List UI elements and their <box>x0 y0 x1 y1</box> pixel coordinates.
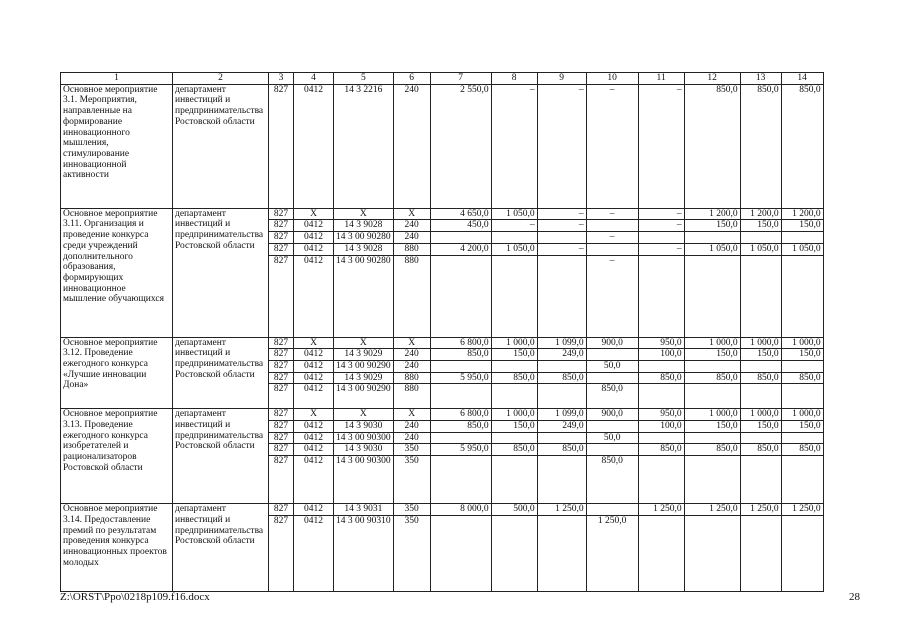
table-cell: 827 <box>269 456 294 504</box>
table-cell: 350 <box>393 515 430 591</box>
table-cell <box>430 360 491 372</box>
table-cell: 1 050,0 <box>781 243 823 255</box>
table-cell: 850,0 <box>740 444 781 456</box>
table-cell: 6 800,0 <box>430 409 491 421</box>
table-cell: 850,0 <box>430 349 491 361</box>
table-cell: 0412 <box>294 255 334 337</box>
table-cell: 850,0 <box>586 384 638 409</box>
table-cell: 850,0 <box>537 444 586 456</box>
table-cell <box>537 456 586 504</box>
table-cell: 1 000,0 <box>491 409 537 421</box>
table-cell: 14 3 9029 <box>334 372 394 384</box>
table-cell: 150,0 <box>740 421 781 433</box>
table-cell: 14 3 00 90290 <box>334 360 394 372</box>
table-cell: – <box>586 208 638 220</box>
table-cell <box>491 384 537 409</box>
table-cell: 150,0 <box>491 349 537 361</box>
table-cell: 850,0 <box>684 372 740 384</box>
table-cell: 1 050,0 <box>740 243 781 255</box>
table-cell: 0412 <box>294 220 334 232</box>
table-cell <box>430 515 491 591</box>
table-cell <box>491 515 537 591</box>
executor: департамент инвестиций и предпринимательства Ростовской области <box>173 208 269 337</box>
column-header: 3 <box>269 73 294 85</box>
table-cell <box>638 515 684 591</box>
table-cell: 1 050,0 <box>491 208 537 220</box>
table-cell: 827 <box>269 360 294 372</box>
table-cell: 850,0 <box>491 372 537 384</box>
table-cell: 4 200,0 <box>430 243 491 255</box>
table-cell: 150,0 <box>781 220 823 232</box>
table-cell: 950,0 <box>638 409 684 421</box>
table-cell: – <box>491 84 537 208</box>
table-cell <box>537 515 586 591</box>
table-cell: 240 <box>393 220 430 232</box>
table-cell: – <box>638 84 684 208</box>
column-header: 13 <box>740 73 781 85</box>
table-cell <box>491 255 537 337</box>
table-cell <box>586 220 638 232</box>
table-cell <box>586 243 638 255</box>
file-path: Z:\ORST\Ppo\0218p109.f16.docx <box>60 591 210 603</box>
table-cell: 827 <box>269 232 294 244</box>
table-cell: 850,0 <box>781 372 823 384</box>
column-header: 11 <box>638 73 684 85</box>
table-cell <box>537 432 586 444</box>
table-cell: – <box>537 220 586 232</box>
table-cell: 850,0 <box>491 444 537 456</box>
table-cell <box>684 360 740 372</box>
table-cell: 850,0 <box>537 372 586 384</box>
table-cell: 249,0 <box>537 349 586 361</box>
table-cell: 850,0 <box>586 456 638 504</box>
table-row <box>61 504 824 516</box>
table-cell: 0412 <box>294 421 334 433</box>
table-cell: – <box>638 220 684 232</box>
table-cell: 0412 <box>294 515 334 591</box>
table-cell: 1 250,0 <box>684 504 740 516</box>
table-cell: 14 3 9028 <box>334 220 394 232</box>
table-cell: Х <box>334 409 394 421</box>
table-cell: 880 <box>393 384 430 409</box>
column-header: 7 <box>430 73 491 85</box>
column-header: 12 <box>684 73 740 85</box>
table-cell: 827 <box>269 337 294 349</box>
table-cell: 827 <box>269 255 294 337</box>
table-cell: 0412 <box>294 444 334 456</box>
table-cell <box>781 432 823 444</box>
table-cell: 1 000,0 <box>684 337 740 349</box>
table-cell: 14 3 9030 <box>334 444 394 456</box>
table-cell: 0412 <box>294 372 334 384</box>
table-cell: 5 950,0 <box>430 444 491 456</box>
table-cell: 880 <box>393 255 430 337</box>
table-cell: 14 3 9028 <box>334 243 394 255</box>
table-cell: 880 <box>393 243 430 255</box>
table-cell: 1 000,0 <box>781 337 823 349</box>
table-cell: – <box>537 243 586 255</box>
table-cell: 850,0 <box>781 84 823 208</box>
table-cell: 827 <box>269 243 294 255</box>
table-cell: 1 250,0 <box>781 504 823 516</box>
table-cell: – <box>638 208 684 220</box>
table-row <box>61 337 824 349</box>
table-cell <box>781 360 823 372</box>
table-cell <box>781 232 823 244</box>
column-header: 2 <box>173 73 269 85</box>
table-cell: 150,0 <box>684 349 740 361</box>
page-number: 28 <box>849 591 860 603</box>
table-cell: 6 800,0 <box>430 337 491 349</box>
table-cell: 14 3 9029 <box>334 349 394 361</box>
table-cell <box>781 515 823 591</box>
table-cell <box>740 432 781 444</box>
table-cell: – <box>638 243 684 255</box>
table-cell: 850,0 <box>740 84 781 208</box>
column-header: 14 <box>781 73 823 85</box>
table-cell: 100,0 <box>638 421 684 433</box>
table-cell: 827 <box>269 384 294 409</box>
table-cell <box>537 255 586 337</box>
table-cell: 0412 <box>294 360 334 372</box>
table-cell: – <box>586 232 638 244</box>
table-cell <box>491 456 537 504</box>
table-cell <box>586 504 638 516</box>
table-cell: 850,0 <box>638 372 684 384</box>
table-cell: 14 3 00 90310 <box>334 515 394 591</box>
table-cell: 150,0 <box>684 220 740 232</box>
table-cell: Х <box>294 337 334 349</box>
table-cell: – <box>586 255 638 337</box>
table-header-row <box>61 73 824 85</box>
table-cell: 880 <box>393 372 430 384</box>
activity-title: Основное мероприятие 3.14. Предоставление премий по результатам проведения конкурса инновационных проектов молодых <box>61 504 173 592</box>
table-cell: – <box>537 208 586 220</box>
table-cell: 240 <box>393 232 430 244</box>
table-cell: 14 3 2216 <box>334 84 394 208</box>
column-header: 10 <box>586 73 638 85</box>
table-cell: 14 3 9030 <box>334 421 394 433</box>
table-cell: 100,0 <box>638 349 684 361</box>
table-cell: 150,0 <box>684 421 740 433</box>
table-cell <box>638 432 684 444</box>
table-cell: 50,0 <box>586 360 638 372</box>
table-cell: 850,0 <box>684 444 740 456</box>
table-cell: 827 <box>269 421 294 433</box>
table-cell: 850,0 <box>740 372 781 384</box>
table-cell <box>740 456 781 504</box>
table-cell: Х <box>294 208 334 220</box>
table-cell: 150,0 <box>491 421 537 433</box>
table-cell: 850,0 <box>781 444 823 456</box>
executor: департамент инвестиций и предпринимательства Ростовской области <box>173 337 269 409</box>
table-cell: 1 200,0 <box>781 208 823 220</box>
table-cell: 249,0 <box>537 421 586 433</box>
table-cell <box>781 384 823 409</box>
table-cell <box>740 360 781 372</box>
table-cell: 350 <box>393 504 430 516</box>
table-row <box>61 208 824 220</box>
column-header: 8 <box>491 73 537 85</box>
table-cell <box>537 384 586 409</box>
table-cell <box>491 432 537 444</box>
column-header: 5 <box>334 73 394 85</box>
table-cell: 240 <box>393 349 430 361</box>
table-cell: 1 200,0 <box>684 208 740 220</box>
table-cell: 1 099,0 <box>537 409 586 421</box>
table-cell: 350 <box>393 456 430 504</box>
column-header: 4 <box>294 73 334 85</box>
table-cell: 240 <box>393 421 430 433</box>
table-cell: 14 3 00 90300 <box>334 456 394 504</box>
table-cell: 0412 <box>294 456 334 504</box>
table-cell: 1 250,0 <box>537 504 586 516</box>
table-cell: 150,0 <box>781 349 823 361</box>
table-cell <box>638 360 684 372</box>
table-cell <box>740 384 781 409</box>
table-cell: 1 000,0 <box>740 337 781 349</box>
table-cell: 950,0 <box>638 337 684 349</box>
table-cell: 1 050,0 <box>491 243 537 255</box>
table-cell: 2 550,0 <box>430 84 491 208</box>
table-cell <box>430 255 491 337</box>
table-cell <box>638 384 684 409</box>
table-cell: – <box>537 84 586 208</box>
table-cell <box>537 360 586 372</box>
table-cell: Х <box>393 409 430 421</box>
table-cell: 1 250,0 <box>638 504 684 516</box>
table-cell: 14 3 00 90300 <box>334 432 394 444</box>
table-cell <box>491 232 537 244</box>
table-cell: 827 <box>269 372 294 384</box>
table-cell: 1 250,0 <box>740 504 781 516</box>
table-cell: 900,0 <box>586 409 638 421</box>
table-cell: 0412 <box>294 232 334 244</box>
table-cell <box>430 432 491 444</box>
table-cell: 150,0 <box>740 349 781 361</box>
table-cell: 150,0 <box>740 220 781 232</box>
activity-title: Основное мероприятие 3.13. Проведение ежегодного конкурса изобретателей и рационализаторов Ростовской области <box>61 409 173 504</box>
table-cell: 1 000,0 <box>781 409 823 421</box>
table-cell <box>740 232 781 244</box>
table-cell: 850,0 <box>684 84 740 208</box>
table-cell <box>430 384 491 409</box>
column-header: 6 <box>393 73 430 85</box>
table-cell: 4 650,0 <box>430 208 491 220</box>
activity-title: Основное мероприятие 3.11. Организация и проведение конкурса среди учреждений дополнительного образования, формирующих инновационное мышление обучающихся <box>61 208 173 337</box>
table-cell <box>586 421 638 433</box>
table-cell: 1 000,0 <box>684 409 740 421</box>
table-cell <box>430 232 491 244</box>
executor: департамент инвестиций и предпринимательства Ростовской области <box>173 504 269 592</box>
table-cell <box>684 515 740 591</box>
table-cell: 0412 <box>294 432 334 444</box>
table-cell <box>638 255 684 337</box>
table-cell: 827 <box>269 444 294 456</box>
table-cell: 1 200,0 <box>740 208 781 220</box>
table-cell: Х <box>393 208 430 220</box>
table-cell: – <box>586 84 638 208</box>
budget-table <box>60 72 824 592</box>
table-cell: 350 <box>393 444 430 456</box>
table-cell: 450,0 <box>430 220 491 232</box>
table-cell: Х <box>334 208 394 220</box>
table-cell: 850,0 <box>430 421 491 433</box>
executor: департамент инвестиций и предпринимательства Ростовской области <box>173 84 269 208</box>
table-cell <box>684 432 740 444</box>
table-cell: 0412 <box>294 84 334 208</box>
table-cell: 500,0 <box>491 504 537 516</box>
table-row <box>61 409 824 421</box>
table-cell: 1 250,0 <box>586 515 638 591</box>
table-cell <box>684 456 740 504</box>
table-cell <box>781 456 823 504</box>
table-cell: 0412 <box>294 243 334 255</box>
table-cell: 827 <box>269 220 294 232</box>
table-cell: 827 <box>269 409 294 421</box>
table-cell <box>638 456 684 504</box>
table-cell: 900,0 <box>586 337 638 349</box>
table-cell: 0412 <box>294 384 334 409</box>
column-header: 1 <box>61 73 173 85</box>
table-cell <box>586 349 638 361</box>
table-cell: 827 <box>269 349 294 361</box>
table-cell <box>684 232 740 244</box>
table-cell: 0412 <box>294 504 334 516</box>
table-row <box>61 84 824 208</box>
table-cell: 240 <box>393 360 430 372</box>
table-cell: 827 <box>269 515 294 591</box>
table-cell: 14 3 9031 <box>334 504 394 516</box>
table-cell: 0412 <box>294 349 334 361</box>
table-cell <box>684 384 740 409</box>
column-header: 9 <box>537 73 586 85</box>
table-cell: 14 3 00 90290 <box>334 384 394 409</box>
table-cell: 827 <box>269 504 294 516</box>
table-cell: 1 000,0 <box>740 409 781 421</box>
table-cell: 240 <box>393 432 430 444</box>
table-cell: 5 950,0 <box>430 372 491 384</box>
table-cell: Х <box>393 337 430 349</box>
activity-title: Основное мероприятие 3.12. Проведение ежегодного конкурса «Лучшие инновации Дона» <box>61 337 173 409</box>
table-cell: 850,0 <box>638 444 684 456</box>
table-cell: 827 <box>269 208 294 220</box>
table-cell: 50,0 <box>586 432 638 444</box>
table-cell <box>586 372 638 384</box>
table-cell <box>586 444 638 456</box>
table-cell: 1 000,0 <box>491 337 537 349</box>
table-cell <box>430 456 491 504</box>
table-cell <box>491 360 537 372</box>
table-cell <box>684 255 740 337</box>
activity-title: Основное мероприятие 3.1. Мероприятия, направленные на формирование инновационного мышления, стимулирование инновационной активности <box>61 84 173 208</box>
table-cell: 1 099,0 <box>537 337 586 349</box>
table-cell: 150,0 <box>781 421 823 433</box>
table-cell <box>740 515 781 591</box>
table-cell <box>537 232 586 244</box>
table-cell <box>740 255 781 337</box>
table-cell: Х <box>294 409 334 421</box>
table-cell <box>638 232 684 244</box>
executor: департамент инвестиций и предпринимательства Ростовской области <box>173 409 269 504</box>
table-cell: 1 050,0 <box>684 243 740 255</box>
table-cell: 14 3 00 90280 <box>334 232 394 244</box>
table-cell: 8 000,0 <box>430 504 491 516</box>
table-cell: 240 <box>393 84 430 208</box>
table-cell: Х <box>334 337 394 349</box>
table-cell <box>781 255 823 337</box>
table-cell: 14 3 00 90280 <box>334 255 394 337</box>
table-cell: – <box>491 220 537 232</box>
table-cell: 827 <box>269 432 294 444</box>
table-cell: 827 <box>269 84 294 208</box>
